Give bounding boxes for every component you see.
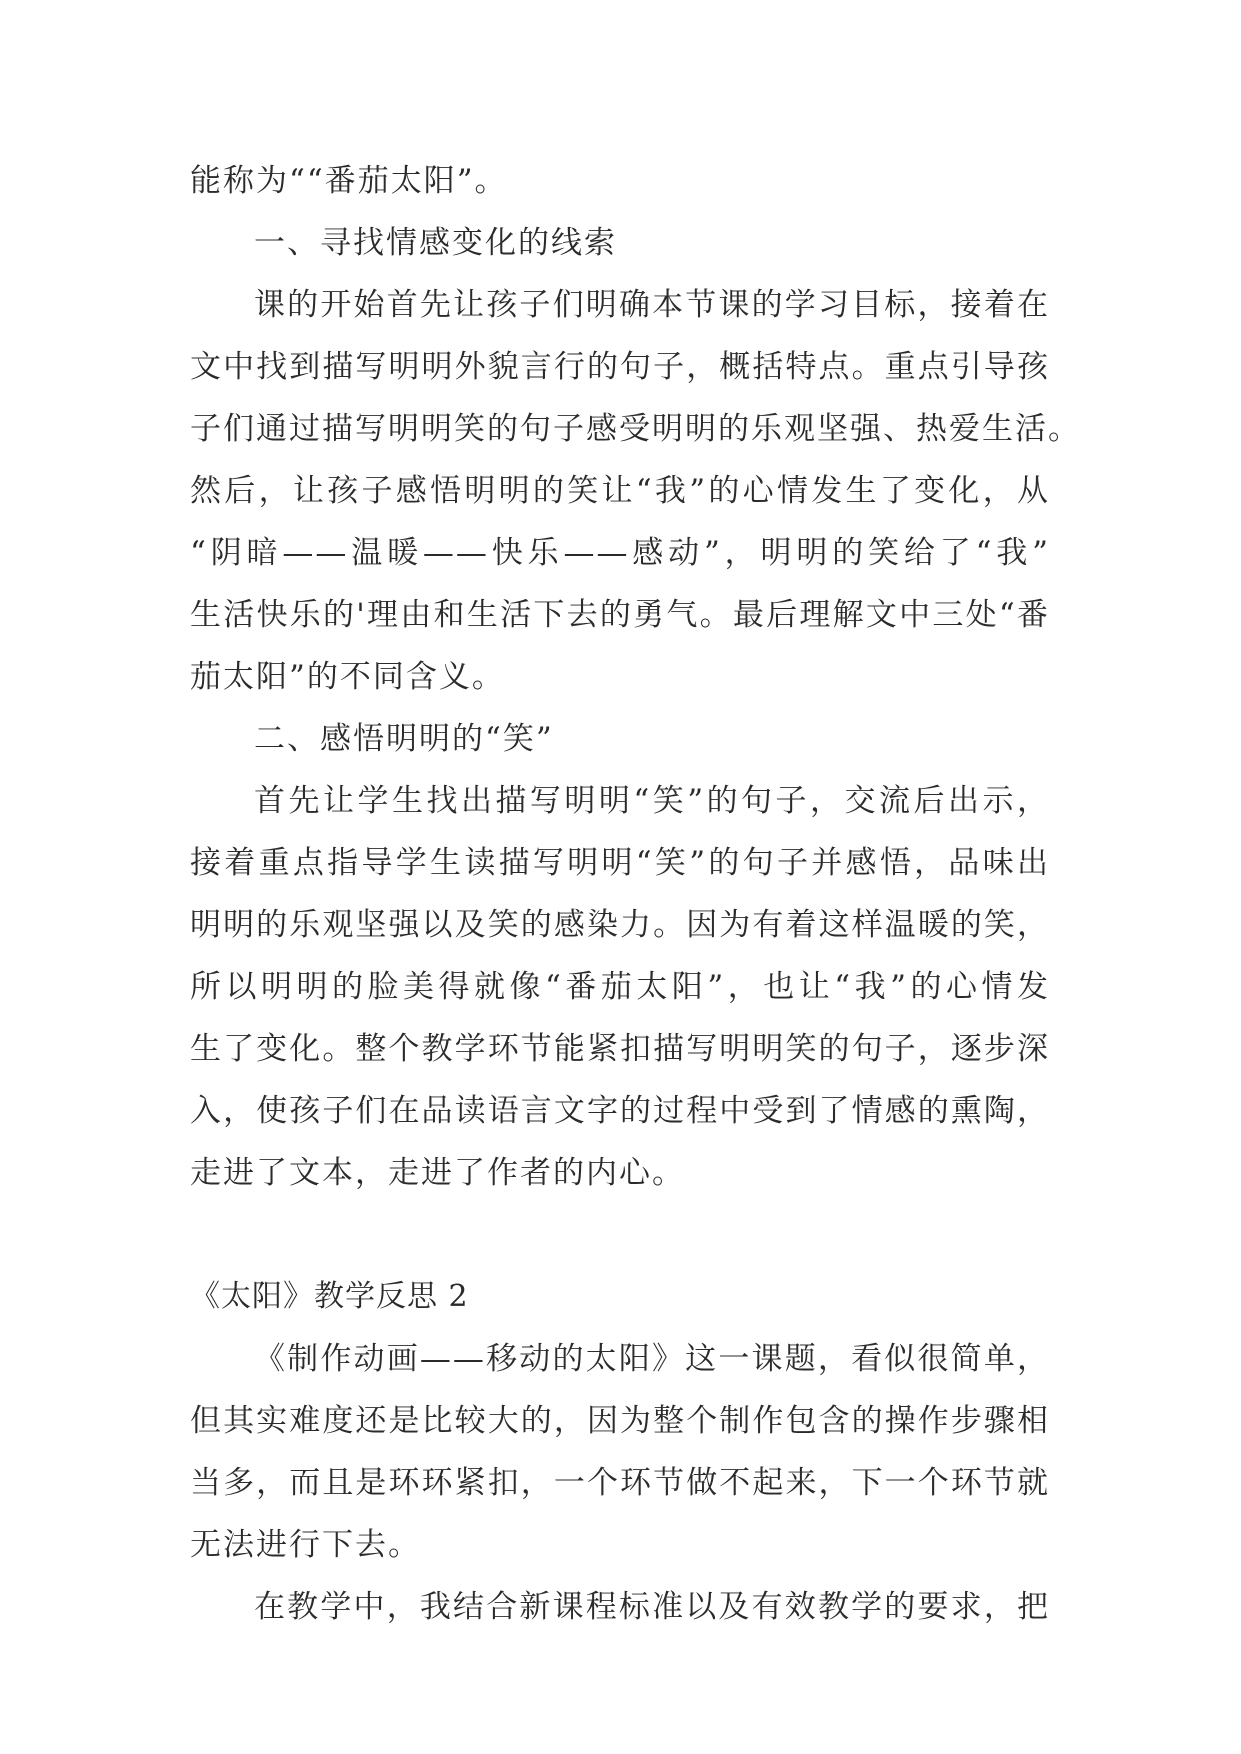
paragraph-line: 所以明明的脸美得就像“番茄太阳”，也让“我”的心情发 [190, 969, 1050, 1005]
section-heading: 二、感悟明明的“笑” [254, 721, 554, 757]
paragraph-line: 首先让学生找出描写明明“笑”的句子，交流后出示， [254, 783, 1050, 819]
paragraph-line: 但其实难度还是比较大的，因为整个制作包含的操作步骤相 [190, 1403, 1050, 1439]
paragraph-line: 入，使孩子们在品读语言文字的过程中受到了情感的熏陶， [190, 1093, 1050, 1129]
paragraph-line: 在教学中，我结合新课程标准以及有效教学的要求，把 [254, 1589, 1050, 1625]
paragraph-line: 生了变化。整个教学环节能紧扣描写明明笑的句子，逐步深 [190, 1031, 1050, 1067]
paragraph-line: “阴暗——温暖——快乐——感动”，明明的笑给了“我” [190, 535, 1050, 571]
paragraph-line: 文中找到描写明明外貌言行的句子，概括特点。重点引导孩 [190, 349, 1050, 385]
paragraph-line: 子们通过描写明明笑的句子感受明明的乐观坚强、热爱生活。 [190, 411, 1081, 447]
paragraph-line: 能称为““番茄太阳”。 [190, 163, 508, 199]
paragraph-line: 走进了文本，走进了作者的内心。 [190, 1155, 685, 1191]
paragraph-line: 无法进行下去。 [190, 1527, 421, 1563]
paragraph-line: 然后，让孩子感悟明明的笑让“我”的心情发生了变化，从 [190, 473, 1050, 509]
paragraph-line: 明明的乐观坚强以及笑的感染力。因为有着这样温暖的笑， [190, 907, 1050, 943]
section-title: 《太阳》教学反思 2 [190, 1279, 469, 1314]
section-heading: 一、寻找情感变化的线索 [254, 225, 617, 261]
paragraph-line: 接着重点指导学生读描写明明“笑”的句子并感悟，品味出 [190, 845, 1050, 881]
paragraph-line: 当多，而且是环环紧扣，一个环节做不起来，下一个环节就 [190, 1465, 1050, 1501]
paragraph-line: 《制作动画——移动的太阳》这一课题，看似很简单， [254, 1341, 1050, 1377]
paragraph-line: 茄太阳”的不同含义。 [190, 659, 505, 695]
document-page [190, 150, 1081, 1638]
paragraph-line: 生活快乐的'理由和生活下去的勇气。最后理解文中三处“番 [190, 597, 1050, 633]
paragraph-line: 课的开始首先让孩子们明确本节课的学习目标，接着在 [254, 287, 1050, 323]
section-spacer [190, 1204, 1050, 1266]
